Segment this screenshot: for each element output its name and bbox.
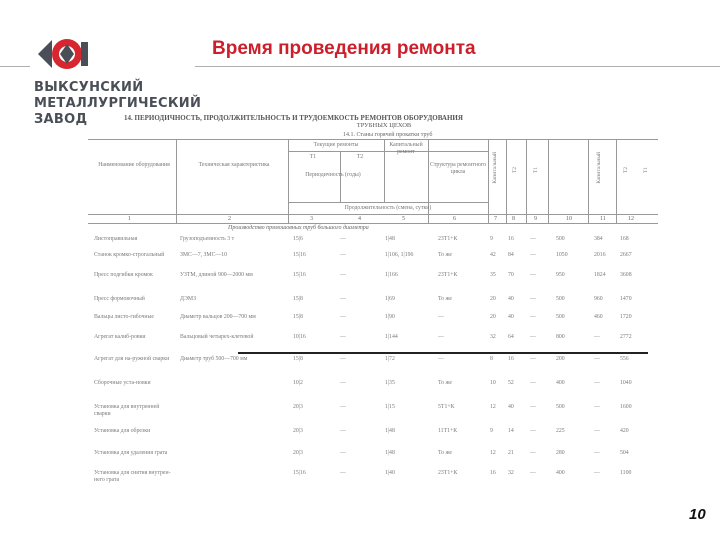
table-cell-per: 20|3 — [293, 450, 303, 456]
table-cell-dash: — — [340, 428, 346, 434]
column-number: 8 — [512, 216, 515, 222]
table-cell-dur: 1|48 — [385, 428, 395, 434]
table-cell-n3: — — [530, 252, 536, 258]
table-cell-dash: — — [340, 470, 346, 476]
table-cell-char: ЗМС—7, ЗМС—10 — [180, 252, 228, 258]
column-number: 11 — [600, 216, 606, 222]
table-cell-n6: 1100 — [620, 470, 632, 476]
table-cell-n2: 16 — [508, 356, 514, 362]
table-cell-n6: 420 — [620, 428, 629, 434]
table-cell-name: Вальцы листо-гибочные — [94, 314, 154, 320]
table-cell-name: Сборочные уста-новки — [94, 380, 151, 386]
table-cell-dash: — — [340, 252, 346, 258]
table-cell-dash: — — [340, 296, 346, 302]
table-cell-dash: — — [340, 314, 346, 320]
table-rule — [88, 139, 658, 140]
table-cell-form: То же — [438, 296, 452, 302]
table-cell-form: То же — [438, 450, 452, 456]
table-cell-n1: 12 — [490, 404, 496, 410]
table-cell-dur: 1|69 — [385, 296, 395, 302]
table-cell-n4: 500 — [556, 236, 565, 242]
table-cell-name: Агрегат для на-ружной сварки — [94, 356, 170, 362]
table-cell-n3: — — [530, 314, 536, 320]
table-rule — [488, 139, 489, 224]
table-cell-n2: 64 — [508, 334, 514, 340]
table-cell-n4: 225 — [556, 428, 565, 434]
header-duration: Продолжительность (смена, сутки) — [344, 205, 432, 211]
table-cell-dur: 1|15 — [385, 404, 395, 410]
table-cell-n3: — — [530, 334, 536, 340]
table-cell-dash: — — [340, 272, 346, 278]
table-rule — [588, 139, 589, 224]
table-cell-n6: 2667 — [620, 252, 632, 258]
section-heading: Производство прямошовных труб большого диаметра — [228, 225, 369, 231]
table-cell-form: 23Т1+К — [438, 272, 458, 278]
table-cell-n6: 1470 — [620, 296, 632, 302]
table-cell-form: — — [438, 334, 444, 340]
table-cell-form: 5Т1+К — [438, 404, 455, 410]
table-cell-char: ДЭМЗ — [180, 296, 196, 302]
table-cell-n4: 400 — [556, 470, 565, 476]
table-cell-n1: 20 — [490, 296, 496, 302]
table-cell-dash: — — [340, 380, 346, 386]
table-cell-n6: 1040 — [620, 380, 632, 386]
table-rule — [288, 202, 488, 203]
table-subcaption: 14.1. Станы горячей прокатки труб — [343, 132, 433, 138]
table-cell-per: 10|2 — [293, 380, 303, 386]
table-cell-per: 20|3 — [293, 404, 303, 410]
table-cell-n2: 70 — [508, 272, 514, 278]
table-cell-n6: 168 — [620, 236, 629, 242]
table-cell-n1: 9 — [490, 428, 493, 434]
table-cell-n2: 14 — [508, 428, 514, 434]
table-rule — [506, 139, 507, 224]
table-cell-n4: 800 — [556, 334, 565, 340]
column-number: 3 — [310, 216, 313, 222]
table-cell-n4: 500 — [556, 314, 565, 320]
table-row — [88, 470, 658, 498]
vertical-header: Т2 — [512, 167, 518, 174]
table-cell-form: — — [438, 314, 444, 320]
table-cell-per: 15|6 — [293, 236, 303, 242]
table-cell-n4: 500 — [556, 404, 565, 410]
table-cell-form: 11Т1+К — [438, 428, 458, 434]
table-cell-char: Диаметр вальцов 200—700 мм — [180, 314, 256, 320]
column-number: 12 — [628, 216, 634, 222]
table-cell-n4: 950 — [556, 272, 565, 278]
header-structure: Структура ремонтного цикла — [430, 162, 486, 175]
table-cell-n1: 42 — [490, 252, 496, 258]
table-cell-form: 23Т1+К — [438, 470, 458, 476]
table-cell-n5: — — [594, 428, 600, 434]
table-cell-char: Вальцовый четырех-клетевой — [180, 334, 254, 340]
table-cell-n5: — — [594, 470, 600, 476]
table-cell-n4: 500 — [556, 296, 565, 302]
table-rule — [384, 139, 385, 203]
vertical-header: Т1 — [643, 167, 649, 174]
table-cell-n5: 2016 — [594, 252, 606, 258]
header-current-repair: Текущие ремонты — [313, 142, 359, 148]
table-caption-2: ТРУБНЫХ ЦЕХОВ — [356, 122, 412, 129]
table-cell-n1: 35 — [490, 272, 496, 278]
table-cell-n3: — — [530, 296, 536, 302]
table-cell-per: 10|16 — [293, 334, 306, 340]
table-rule — [616, 139, 617, 224]
table-cell-n5: 960 — [594, 296, 603, 302]
table-cell-n5: — — [594, 404, 600, 410]
table-cell-dur: 1|166 — [385, 272, 398, 278]
table-rule — [526, 139, 527, 224]
table-cell-n6: 1720 — [620, 314, 632, 320]
logo-line: ВЫКСУНСКИЙ — [34, 80, 144, 95]
header-t1: Т1 — [309, 154, 317, 160]
table-cell-n2: 52 — [508, 380, 514, 386]
table-cell-name: Станок кромко-строгальный — [94, 252, 165, 258]
column-number: 7 — [494, 216, 497, 222]
table-cell-dur: 1|72 — [385, 356, 395, 362]
table-cell-char: Грузоподъемность 3 т — [180, 236, 235, 242]
table-cell-dur: 1|40 — [385, 470, 395, 476]
table-cell-n5: — — [594, 450, 600, 456]
table-cell-n4: 1050 — [556, 252, 568, 258]
table-cell-per: 15|16 — [293, 252, 306, 258]
table-cell-char: Диаметр труб 500—700 мм — [180, 356, 248, 362]
table-cell-form: — — [438, 356, 444, 362]
table-cell-dur: 1|35 — [385, 380, 395, 386]
column-number: 4 — [358, 216, 361, 222]
table-cell-per: 15|8 — [293, 296, 303, 302]
table-cell-n3: — — [530, 450, 536, 456]
table-cell-dash: — — [340, 404, 346, 410]
logo-line: ЗАВОД — [34, 112, 88, 127]
table-cell-name: Листоправильная — [94, 236, 138, 242]
table-cell-n2: 84 — [508, 252, 514, 258]
table-cell-form: То же — [438, 380, 452, 386]
table-cell-n3: — — [530, 470, 536, 476]
table-cell-n4: 280 — [556, 450, 565, 456]
table-cell-name: Установка для удаления грата — [94, 450, 168, 456]
table-cell-n3: — — [530, 428, 536, 434]
vertical-header: Капитальный — [492, 152, 498, 184]
table-cell-n5: — — [594, 380, 600, 386]
table-cell-n6: 504 — [620, 450, 629, 456]
table-cell-dur: 1|106, 1|196 — [385, 252, 414, 258]
table-cell-n5: 460 — [594, 314, 603, 320]
table-rule — [548, 139, 549, 224]
vertical-header: Т1 — [533, 167, 539, 174]
table-cell-n6: 556 — [620, 356, 629, 362]
table-cell-dur: 1|144 — [385, 334, 398, 340]
table-cell-char: УЗТМ, длиной 900—2000 мм — [180, 272, 253, 278]
table-cell-n5: 384 — [594, 236, 603, 242]
column-number: 2 — [228, 216, 231, 222]
table-cell-n2: 40 — [508, 296, 514, 302]
table-cell-n2: 32 — [508, 470, 514, 476]
table-caption: 14. ПЕРИОДИЧНОСТЬ, ПРОДОЛЖИТЕЛЬНОСТЬ И ТРУДОЕМКОСТЬ РЕМОНТОВ ОБОРУДОВАНИЯ — [124, 114, 463, 122]
slide-title: Время проведения ремонта — [212, 38, 476, 59]
table-cell-n1: 32 — [490, 334, 496, 340]
table-cell-per: 15|16 — [293, 470, 306, 476]
column-number: 5 — [402, 216, 405, 222]
logo-line: МЕТАЛЛУРГИЧЕСКИЙ — [34, 96, 202, 111]
title-divider — [195, 66, 720, 67]
table-cell-form: 23Т1+К — [438, 236, 458, 242]
table-cell-n6: 1600 — [620, 404, 632, 410]
column-number: 9 — [534, 216, 537, 222]
header-characteristics: Техническая характеристика — [198, 162, 270, 168]
table-cell-n1: 8 — [490, 356, 493, 362]
table-cell-dur: 1|48 — [385, 450, 395, 456]
table-cell-n5: — — [594, 334, 600, 340]
table-cell-per: 15|16 — [293, 272, 306, 278]
table-rule — [88, 223, 658, 224]
table-cell-n3: — — [530, 272, 536, 278]
column-number: 10 — [566, 216, 572, 222]
table-cell-per: 15|8 — [293, 314, 303, 320]
header-t2: Т2 — [356, 154, 364, 160]
table-cell-dash: — — [340, 356, 346, 362]
table-cell-dash: — — [340, 236, 346, 242]
table-cell-name: Установка для снятия внутрен-него грата — [94, 470, 171, 483]
table-cell-name: Пресс формовочный — [94, 296, 145, 302]
table-cell-n6: 2772 — [620, 334, 632, 340]
header-equipment: Наименование оборудования — [98, 162, 170, 168]
table-cell-n3: — — [530, 236, 536, 242]
table-cell-dash: — — [340, 334, 346, 340]
column-number: 6 — [453, 216, 456, 222]
table-cell-per: 20|3 — [293, 428, 303, 434]
table-cell-n4: 200 — [556, 356, 565, 362]
table-cell-n3: — — [530, 404, 536, 410]
table-cell-n1: 10 — [490, 380, 496, 386]
table-cell-n1: 9 — [490, 236, 493, 242]
table-cell-n4: 400 — [556, 380, 565, 386]
table-cell-dur: 1|90 — [385, 314, 395, 320]
table-cell-name: Установка для обрезки — [94, 428, 151, 434]
table-cell-dash: — — [340, 450, 346, 456]
table-cell-per: 15|8 — [293, 356, 303, 362]
table-rule — [176, 139, 177, 224]
table-rule — [88, 214, 658, 215]
table-cell-dur: 1|48 — [385, 236, 395, 242]
table-cell-name: Агрегат калиб-ровки — [94, 334, 146, 340]
table-rule — [288, 139, 289, 224]
scanned-table-image — [88, 112, 658, 532]
title-divider-left — [0, 66, 30, 67]
table-cell-n3: — — [530, 380, 536, 386]
table-cell-n1: 20 — [490, 314, 496, 320]
table-cell-n2: 21 — [508, 450, 514, 456]
table-cell-n1: 16 — [490, 470, 496, 476]
table-cell-n2: 40 — [508, 314, 514, 320]
table-cell-n1: 12 — [490, 450, 496, 456]
vertical-header: Т2 — [623, 167, 629, 174]
table-cell-n3: — — [530, 356, 536, 362]
column-number: 1 — [128, 216, 131, 222]
page-number: 10 — [689, 506, 706, 523]
table-cell-n6: 3608 — [620, 272, 632, 278]
table-cell-name: Установка для внутренней сварки — [94, 404, 160, 417]
logo-mark-icon — [34, 32, 94, 78]
header-periodicity: Периодичность (годы) — [305, 172, 361, 178]
vertical-header: Капитальный — [596, 152, 602, 184]
table-cell-name: Пресс подгибки кромок — [94, 272, 153, 278]
table-cell-n2: 40 — [508, 404, 514, 410]
table-cell-n5: — — [594, 356, 600, 362]
header-capital: Капитальный ремонт — [389, 142, 423, 155]
table-cell-form: То же — [438, 252, 452, 258]
table-cell-n5: 1824 — [594, 272, 606, 278]
table-cell-n2: 16 — [508, 236, 514, 242]
